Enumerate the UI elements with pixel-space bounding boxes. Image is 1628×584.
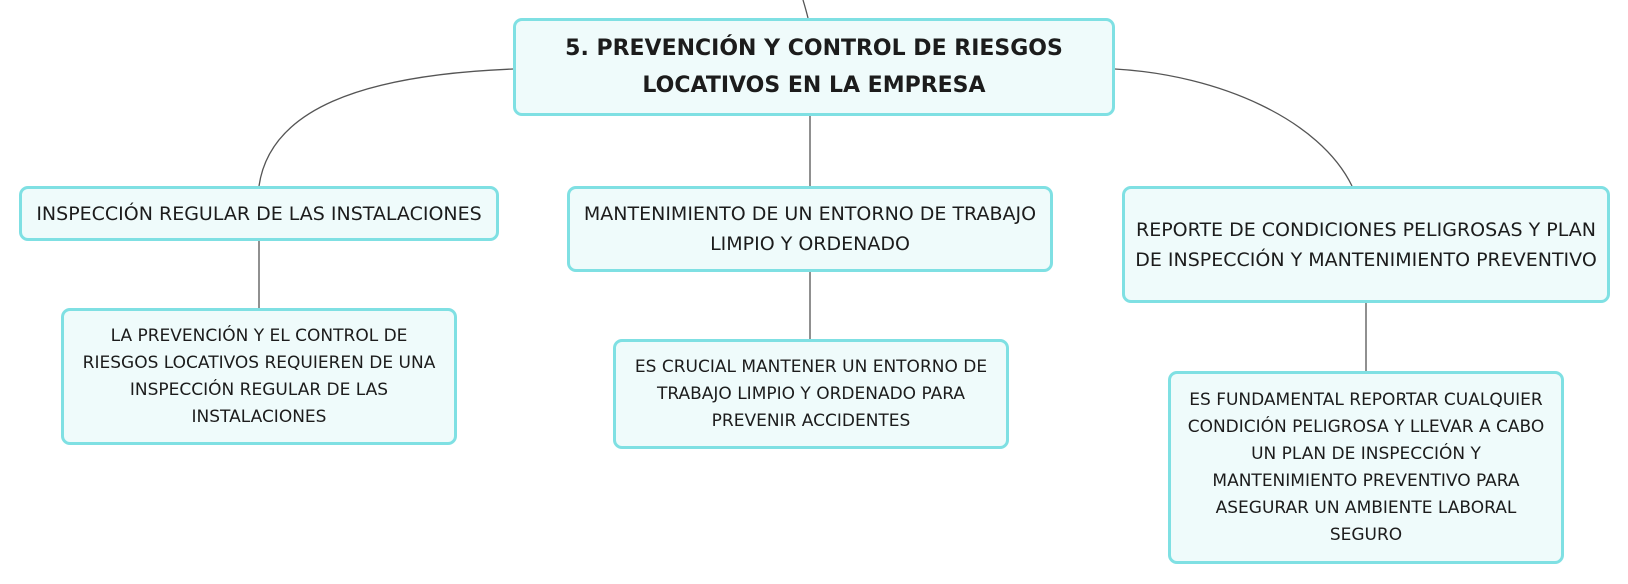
branch-node-clean-environment[interactable] xyxy=(567,186,1053,272)
detail-node-inspection[interactable] xyxy=(61,308,457,445)
branch-label: REPORTE DE CONDICIONES PELIGROSAS Y PLAN DE INSPECCIÓN Y MANTENIMIENTO PREVENTIVO xyxy=(1135,218,1597,271)
branch-label: INSPECCIÓN REGULAR DE LAS INSTALACIONES xyxy=(36,202,482,225)
connector-root-to-branch-1 xyxy=(259,69,513,186)
branch-node-inspection[interactable] xyxy=(19,186,499,241)
detail-node-hazard-reporting[interactable] xyxy=(1168,371,1564,564)
detail-text: LA PREVENCIÓN Y EL CONTROL DE RIESGOS LOCATIVOS REQUIEREN DE UNA INSPECCIÓN REGULAR DE LAS INSTALACIONES xyxy=(82,325,436,427)
root-topic-title: 5. PREVENCIÓN Y CONTROL DE RIESGOS LOCATIVOS EN LA EMPRESA xyxy=(565,36,1063,98)
connector-parent-to-root xyxy=(803,0,808,18)
connector-root-to-branch-3 xyxy=(1115,69,1352,186)
branch-node-hazard-reporting[interactable] xyxy=(1122,186,1610,303)
detail-node-clean-environment[interactable] xyxy=(613,339,1009,449)
detail-text: ES FUNDAMENTAL REPORTAR CUALQUIER CONDICIÓN PELIGROSA Y LLEVAR A CABO UN PLAN DE INSPECCIÓN Y MANTENIMIENTO PREVENTIVO PARA ASEGURAR UN AMBIENTE LABORAL SEGURO xyxy=(1187,389,1545,545)
detail-text: ES CRUCIAL MANTENER UN ENTORNO DE TRABAJO LIMPIO Y ORDENADO PARA PREVENIR ACCIDENTES xyxy=(634,356,988,431)
branch-label: MANTENIMIENTO DE UN ENTORNO DE TRABAJO LIMPIO Y ORDENADO xyxy=(583,203,1037,255)
root-topic-node[interactable] xyxy=(513,18,1115,116)
